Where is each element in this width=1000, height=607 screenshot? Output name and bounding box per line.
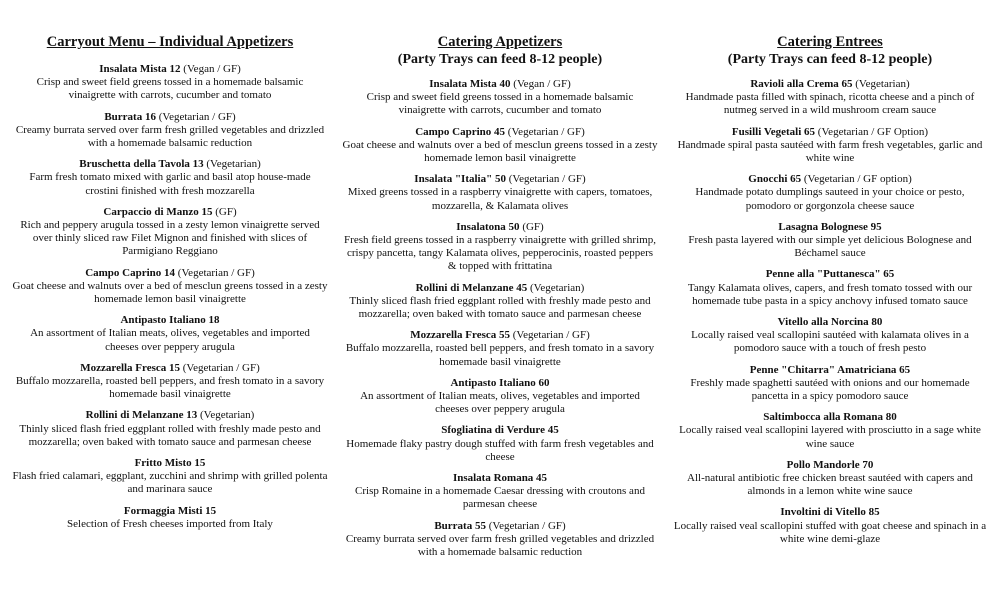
menu-item-list bbox=[342, 78, 658, 559]
menu-item-title bbox=[672, 173, 988, 186]
menu-item bbox=[342, 377, 658, 417]
menu-item-name: Saltimbocca alla Romana 80 bbox=[763, 411, 897, 424]
menu-item-description: All-natural antibiotic free chicken breast sautéed with capers and almonds in a lemon white wine sauce bbox=[687, 472, 973, 498]
menu-item-name: Mozzarella Fresca 15 bbox=[80, 361, 181, 374]
menu-item-description: Crisp and sweet field greens tossed in a homemade balsamic vinaigrette with carrots, cucumber and tomato bbox=[36, 76, 304, 102]
menu-item bbox=[672, 316, 988, 356]
column-header bbox=[672, 34, 988, 68]
menu-item-name: Involtini di Vitello 85 bbox=[780, 506, 880, 519]
menu-item-name: Antipasto Italiano 60 bbox=[450, 376, 550, 389]
menu-item bbox=[342, 424, 658, 464]
menu-item-name: Insalata "Italia" 50 bbox=[414, 173, 506, 186]
menu-item-title bbox=[672, 506, 988, 519]
menu-item bbox=[672, 126, 988, 166]
menu-item bbox=[342, 221, 658, 274]
menu-item-name: Insalata Mista 40 bbox=[429, 78, 511, 90]
menu-item-title bbox=[342, 520, 658, 533]
menu-item-description: Handmade potato dumplings sauteed in your choice or pesto, pomodoro or gorgonzola cheese sauce bbox=[695, 186, 965, 212]
menu-item-diet-tag: (Vegetarian / GF) bbox=[512, 329, 590, 342]
menu-item-description: Goat cheese and walnuts over a bed of mesclun greens tossed in a zesty homemade lemon basil vinaigrette bbox=[342, 138, 658, 165]
menu-item-diet-tag: (Vegan / GF) bbox=[513, 78, 571, 90]
menu-item bbox=[342, 472, 658, 512]
menu-item bbox=[672, 411, 988, 451]
menu-item-name: Mozzarella Fresca 55 bbox=[410, 329, 511, 342]
menu-item-title bbox=[342, 377, 658, 390]
menu-column-carryout-appetizers bbox=[12, 34, 328, 539]
menu-item-diet-tag: (Vegetarian / GF) bbox=[507, 125, 585, 138]
menu-item-title bbox=[342, 78, 658, 91]
menu-item-list bbox=[672, 78, 988, 546]
menu-item-title bbox=[342, 282, 658, 295]
menu-item bbox=[672, 459, 988, 499]
menu-item bbox=[342, 282, 658, 322]
menu-item-title bbox=[12, 409, 328, 422]
menu-item-description: Flash fried calamari, eggplant, zucchini and shrimp with grilled polenta and marinara sauce bbox=[12, 470, 328, 496]
menu-item-name: Penne alla "Puttanesca" 65 bbox=[765, 268, 895, 281]
menu-item bbox=[672, 506, 988, 546]
menu-item-diet-tag: (Vegetarian / GF option) bbox=[803, 173, 912, 186]
menu-item-description: Thinly sliced flash fried eggplant rolled with freshly made pesto and mozzarella; oven baked with tomato sauce and parmesan cheese bbox=[349, 294, 651, 321]
menu-item-name: Burrata 55 bbox=[434, 519, 486, 532]
menu-item-diet-tag: (Vegetarian) bbox=[855, 78, 910, 90]
menu-item-name: Insalatona 50 bbox=[456, 220, 520, 233]
menu-item-name: Campo Caprino 14 bbox=[85, 266, 176, 279]
menu-item-name: Lasagna Bolognese 95 bbox=[778, 220, 882, 233]
menu-item-title bbox=[12, 457, 328, 470]
menu-item bbox=[342, 78, 658, 118]
menu-item bbox=[12, 111, 328, 151]
menu-item-title bbox=[342, 221, 658, 234]
menu-item-title bbox=[12, 206, 328, 219]
menu-item-description: An assortment of Italian meats, olives, vegetables and imported cheeses over peppery arugula bbox=[360, 390, 640, 416]
menu-item-name: Campo Caprino 45 bbox=[415, 125, 506, 138]
menu-item bbox=[672, 221, 988, 261]
menu-item-description: Rich and peppery arugula tossed in a zesty lemon vinaigrette served over thinly sliced raw Filet Mignon and finished with slices of Parmigiano Reggiano bbox=[20, 219, 320, 258]
menu-item bbox=[12, 63, 328, 103]
column-heading: Carryout Menu – Individual Appetizers bbox=[46, 34, 294, 50]
menu-item bbox=[342, 329, 658, 369]
menu-item-description: An assortment of Italian meats, olives, vegetables and imported cheeses over peppery arugula bbox=[30, 327, 310, 353]
menu-item bbox=[12, 267, 328, 307]
menu-item-title bbox=[342, 126, 658, 139]
menu-item-title bbox=[342, 173, 658, 186]
menu-item-title bbox=[672, 459, 988, 472]
menu-item-diet-tag: (Vegetarian / GF) bbox=[488, 519, 566, 532]
menu-item-name: Sfogliatina di Verdure 45 bbox=[441, 424, 559, 437]
column-heading: Catering Appetizers bbox=[437, 34, 563, 50]
menu-item-name: Vitello alla Norcina 80 bbox=[777, 316, 883, 329]
menu-item-title bbox=[12, 111, 328, 124]
menu-item-description: Handmade spiral pasta sautéed with farm fresh vegetables, garlic and white wine bbox=[677, 138, 983, 165]
column-header bbox=[12, 34, 328, 51]
menu-item-diet-tag: (GF) bbox=[522, 220, 544, 233]
menu-item-title bbox=[672, 411, 988, 424]
menu-item-description: Locally raised veal scallopini stuffed with goat cheese and spinach in a white wine demi-glaze bbox=[673, 519, 987, 545]
menu-item-title bbox=[672, 364, 988, 377]
menu-item-description: Locally raised veal scallopini layered with prosciutto in a sage white wine sauce bbox=[679, 424, 981, 450]
menu-item-name: Carpaccio di Manzo 15 bbox=[103, 205, 213, 218]
menu-item-diet-tag: (Vegetarian / GF) bbox=[182, 361, 260, 374]
menu-item-diet-tag: (Vegetarian) bbox=[199, 409, 255, 422]
menu-item-diet-tag: (GF) bbox=[215, 205, 237, 218]
menu-item-name: Ravioli alla Crema 65 bbox=[750, 78, 853, 90]
menu-item-name: Gnocchi 65 bbox=[748, 173, 802, 186]
menu-item-description: Farm fresh tomato mixed with garlic and basil atop house-made crostini finished with fresh mozzarella bbox=[29, 171, 311, 197]
menu-item-list bbox=[12, 63, 328, 531]
menu-item-name: Antipasto Italiano 18 bbox=[120, 314, 220, 327]
menu-item bbox=[12, 409, 328, 449]
menu-item-title bbox=[672, 268, 988, 281]
menu-item-diet-tag: (Vegetarian) bbox=[206, 158, 261, 171]
menu-item-title bbox=[672, 221, 988, 234]
menu-item-description: Buffalo mozzarella, roasted bell peppers, and fresh tomato in a savory homemade basil vinaigrette bbox=[345, 342, 655, 368]
menu-item bbox=[342, 520, 658, 560]
column-subheading: (Party Trays can feed 8-12 people) bbox=[727, 52, 933, 67]
menu-item-name: Pollo Mandorle 70 bbox=[786, 458, 874, 471]
column-heading: Catering Entrees bbox=[777, 34, 883, 50]
menu-item-title bbox=[12, 362, 328, 375]
menu-item-description: Creamy burrata served over farm fresh grilled vegetables and drizzled with a homemade balsamic reduction bbox=[345, 532, 655, 559]
menu-item-title bbox=[672, 126, 988, 139]
menu-item-title bbox=[342, 424, 658, 437]
menu-item bbox=[672, 78, 988, 118]
menu-column-catering-entrees bbox=[672, 34, 988, 554]
menu-item-name: Penne "Chitarra" Amatriciana 65 bbox=[749, 363, 911, 376]
menu-item bbox=[12, 206, 328, 259]
menu-item-title bbox=[342, 329, 658, 342]
menu-item-diet-tag: (Vegan / GF) bbox=[183, 63, 241, 75]
menu-item-description: Handmade pasta filled with spinach, ricotta cheese and a pinch of nutmeg served in a wild mushroom cream sauce bbox=[685, 91, 975, 117]
menu-item-description: Mixed greens tossed in a raspberry vinaigrette with capers, tomatoes, mozzarella, & Kalamata olives bbox=[347, 186, 653, 212]
menu-item-name: Insalata Mista 12 bbox=[99, 63, 181, 75]
menu-item-diet-tag: (Vegetarian) bbox=[529, 281, 585, 294]
menu-item-name: Rollini di Melanzane 13 bbox=[85, 409, 198, 422]
menu-item bbox=[12, 158, 328, 198]
menu-item-description: Locally raised veal scallopini sautéed with kalamata olives in a pomodoro sauce with a touch of fresh pesto bbox=[691, 329, 969, 355]
menu-item-name: Burrata 16 bbox=[104, 110, 156, 123]
menu-item-name: Fritto Misto 15 bbox=[134, 457, 206, 470]
menu-item-description: Homemade flaky pastry dough stuffed with farm fresh vegetables and cheese bbox=[346, 437, 654, 463]
menu-item-description: Fresh pasta layered with our simple yet delicious Bolognese and Béchamel sauce bbox=[688, 234, 972, 260]
column-header bbox=[342, 34, 658, 68]
menu-item-description: Crisp Romaine in a homemade Caesar dressing with croutons and parmesan cheese bbox=[355, 485, 645, 511]
menu-item-title bbox=[672, 78, 988, 91]
menu-item-description: Fresh field greens tossed in a raspberry vinaigrette with grilled shrimp, crispy pancetta, tangy Kalamata olives, pepperocinis, roasted peppers & topped with frittatina bbox=[344, 234, 656, 273]
menu-item-title bbox=[342, 472, 658, 485]
menu-item-name: Bruschetta della Tavola 13 bbox=[79, 158, 204, 171]
menu-item-description: Goat cheese and walnuts over a bed of mesclun greens tossed in a zesty homemade lemon basil vinaigrette bbox=[12, 279, 328, 306]
menu-item-title bbox=[12, 158, 328, 171]
menu-item-title bbox=[12, 314, 328, 327]
menu-item-title bbox=[672, 316, 988, 329]
menu-item-description: Tangy Kalamata olives, capers, and fresh tomato tossed with our homemade tube pasta in a spicy anchovy infused tomato sauce bbox=[687, 281, 973, 307]
menu-item-name: Rollini di Melanzane 45 bbox=[415, 281, 528, 294]
menu-item bbox=[672, 268, 988, 308]
menu-item-name: Fusilli Vegetali 65 bbox=[731, 125, 816, 138]
menu-item-title bbox=[12, 267, 328, 280]
menu-item-diet-tag: (Vegetarian / GF Option) bbox=[817, 125, 929, 138]
menu-item-title bbox=[12, 505, 328, 518]
menu-item-description: Freshly made spaghetti sautéed with onions and our homemade pancetta in a spicy pomodoro sauce bbox=[690, 376, 970, 403]
menu-item bbox=[12, 457, 328, 497]
menu-item bbox=[12, 362, 328, 402]
menu-item-description: Selection of Fresh cheeses imported from Italy bbox=[67, 517, 273, 530]
menu-item-description: Thinly sliced flash fried eggplant rolled with freshly made pesto and mozzarella; oven baked with tomato sauce and parmesan cheese bbox=[19, 422, 321, 448]
menu-item bbox=[342, 173, 658, 213]
menu-item-title bbox=[12, 63, 328, 76]
menu-item-description: Buffalo mozzarella, roasted bell peppers, and fresh tomato in a savory homemade basil vinaigrette bbox=[15, 375, 325, 401]
menu-item-diet-tag: (Vegetarian / GF) bbox=[177, 266, 255, 279]
menu-column-catering-appetizers bbox=[342, 34, 658, 567]
menu-item-name: Insalata Romana 45 bbox=[452, 472, 548, 485]
menu-item bbox=[12, 505, 328, 531]
menu-item bbox=[342, 126, 658, 166]
menu-item-diet-tag: (Vegetarian / GF) bbox=[508, 173, 586, 186]
menu-item-name: Formaggia Misti 15 bbox=[123, 504, 217, 517]
menu-item-description: Creamy burrata served over farm fresh grilled vegetables and drizzled with a homemade balsamic reduction bbox=[15, 123, 325, 150]
menu-item-diet-tag: (Vegetarian / GF) bbox=[158, 110, 236, 123]
menu-item-description: Crisp and sweet field greens tossed in a homemade balsamic vinaigrette with carrots, cucumber and tomato bbox=[366, 91, 634, 117]
menu-item bbox=[672, 173, 988, 213]
menu-item bbox=[12, 314, 328, 354]
column-subheading: (Party Trays can feed 8-12 people) bbox=[397, 52, 603, 67]
menu-item bbox=[672, 364, 988, 404]
